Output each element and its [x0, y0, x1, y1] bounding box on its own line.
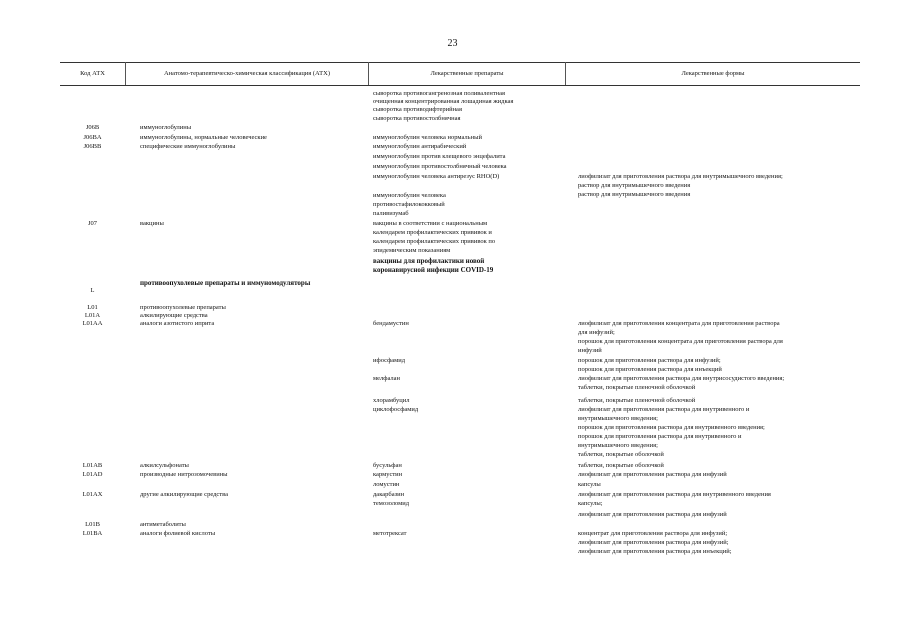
atc-classification: специфические иммуноглобулины — [140, 143, 236, 150]
drug-name: ломустин — [373, 481, 400, 488]
atc-code: L01AB — [82, 462, 103, 469]
atc-code: L01AX — [82, 491, 103, 498]
drug-name: хлорамбуцил — [373, 397, 410, 404]
dosage-form: таблетки, покрытые пленочной оболочкой — [578, 384, 696, 391]
drug-name: календарем профилактических прививок по — [373, 238, 496, 245]
atc-code: L01B — [85, 521, 100, 528]
atc-code: J06B — [85, 124, 100, 131]
atc-classification: вакцины — [140, 220, 164, 227]
drug-name: метотрексат — [373, 530, 407, 537]
drug-name: паливизумаб — [373, 210, 409, 217]
dosage-form: таблетки, покрытые оболочкой — [578, 462, 664, 469]
dosage-form: порошок для приготовления раствора для внутривенного и — [578, 433, 742, 440]
atc-code: L01 — [87, 304, 98, 311]
dosage-form: порошок для приготовления концентрата для приготовления раствора для — [578, 338, 783, 345]
dosage-form: лиофилизат для приготовления раствора для внутрисосудистого введения; — [578, 375, 785, 382]
drug-name: сыворотка противостолбнячная — [373, 115, 461, 122]
atc-classification: антиметаболиты — [140, 521, 186, 528]
dosage-form: раствор для внутримышечного введения — [578, 182, 691, 189]
dosage-form: внутримышечного введения; — [578, 442, 658, 449]
drug-name: циклофосфамид — [373, 406, 419, 413]
drug-name: кармустин — [373, 471, 403, 478]
drug-name: иммуноглобулин человека антирезус RHO(D) — [373, 173, 500, 180]
atc-code: L01A — [84, 312, 101, 319]
table-header-rule-top — [60, 62, 860, 63]
drug-name: иммуноглобулин антирабический — [373, 143, 467, 150]
dosage-form: для инфузий; — [578, 329, 615, 336]
drug-name: иммуноглобулин противостолбнячный человека — [373, 163, 507, 170]
atc-code: L01AD — [82, 471, 103, 478]
header-classification: Анатомо-терапевтическо-химическая классификация (АТХ) — [163, 70, 331, 77]
dosage-form: порошок для приготовления раствора для внутривенного введения; — [578, 424, 765, 431]
dosage-form: таблетки, покрытые оболочкой — [578, 451, 664, 458]
drug-name: дакарбазин — [373, 491, 405, 498]
drug-name: сыворотка противогангренозная поливалентная — [373, 90, 506, 97]
atc-code: L01BA — [82, 530, 103, 537]
atc-classification: алкилсульфонаты — [140, 462, 189, 469]
atc-classification: аналоги фолиевой кислоты — [140, 530, 216, 537]
drug-name: эпидемическим показаниям — [373, 247, 451, 254]
drug-name: мелфалан — [373, 375, 401, 382]
dosage-form: лиофилизат для приготовления раствора для инфузий — [578, 511, 727, 518]
atc-classification: алкилирующие средства — [140, 312, 208, 319]
drug-name: ифосфамид — [373, 357, 406, 364]
drug-name: темозоломид — [373, 500, 410, 507]
drug-name: сыворотка противодифтерийная — [373, 106, 462, 113]
page-number: 23 — [447, 38, 458, 49]
atc-classification: аналоги азотистого иприта — [140, 320, 215, 327]
drug-name: иммуноглобулин человека — [373, 192, 446, 199]
dosage-form: капсулы — [578, 481, 601, 488]
atc-code: J06BB — [83, 143, 102, 150]
drug-name: вакцины в соответствии с национальным — [373, 220, 488, 227]
dosage-form: концентрат для приготовления раствора для инфузий; — [578, 530, 728, 537]
drug-name: бусульфан — [373, 462, 402, 469]
dosage-form: внутримышечного введения; — [578, 415, 658, 422]
drug-name: иммуноглобулин человека нормальный — [373, 134, 482, 141]
drug-name: бендамустин — [373, 320, 409, 327]
header-drugs: Лекарственные препараты — [430, 70, 504, 77]
atc-classification: противоопухолевые препараты и иммуномодуляторы — [140, 279, 311, 287]
dosage-form: лиофилизат для приготовления раствора для инъекций; — [578, 548, 732, 555]
drug-name: противостафилококковый — [373, 201, 445, 208]
table-header-rule-bottom — [60, 85, 860, 86]
drug-name: очищенная концентрированная лошадиная жидкая — [373, 98, 514, 105]
atc-code: L — [90, 287, 95, 294]
dosage-form: порошок для приготовления раствора для инфузий; — [578, 357, 721, 364]
atc-classification: производные нитрозомочевины — [140, 471, 228, 478]
dosage-form: лиофилизат для приготовления раствора для инфузий — [578, 471, 727, 478]
dosage-form: инфузий — [578, 347, 602, 354]
drug-name: календарем профилактических прививок и — [373, 229, 492, 236]
drug-name: коронавирусной инфекции COVID-19 — [373, 266, 494, 274]
atc-code: J06BA — [83, 134, 102, 141]
header-code: Код АТХ — [80, 70, 105, 77]
atc-classification: иммуноглобулины, нормальные человеческие — [140, 134, 267, 141]
atc-classification: противоопухолевые препараты — [140, 304, 226, 311]
dosage-form: лиофилизат для приготовления раствора для инфузий; — [578, 539, 729, 546]
dosage-form: лиофилизат для приготовления раствора для внутривенного введения — [578, 491, 771, 498]
atc-classification: другие алкилирующие средства — [140, 491, 229, 498]
dosage-form: лиофилизат для приготовления раствора для внутривенного и — [578, 406, 750, 413]
dosage-form: лиофилизат для приготовления раствора для внутримышечного введения; — [578, 173, 783, 180]
drug-name: вакцины для профилактики новой — [373, 257, 485, 265]
dosage-form: раствор для внутримышечного введения — [578, 191, 691, 198]
drug-name: иммуноглобулин против клещевого энцефалита — [373, 153, 506, 160]
dosage-form: порошок для приготовления раствора для инъекций — [578, 366, 722, 373]
atc-classification: иммуноглобулины — [140, 124, 192, 131]
dosage-form: таблетки, покрытые пленочной оболочкой — [578, 397, 696, 404]
header-forms: Лекарственные формы — [681, 70, 745, 77]
atc-code: L01AA — [82, 320, 103, 327]
dosage-form: лиофилизат для приготовления концентрата для приготовления раствора — [578, 320, 780, 327]
atc-code: J07 — [87, 220, 98, 227]
dosage-form: капсулы; — [578, 500, 603, 507]
